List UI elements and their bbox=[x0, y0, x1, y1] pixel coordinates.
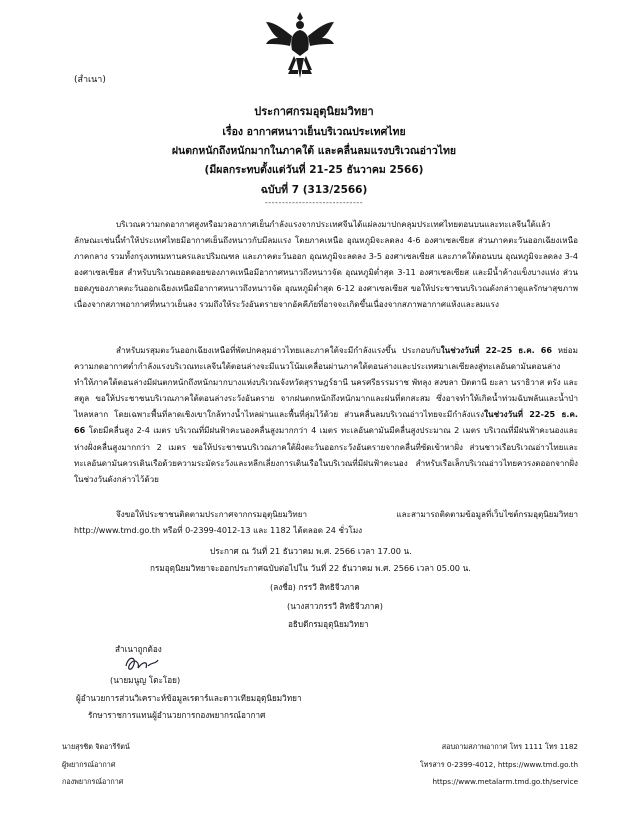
certifier-name: (นายมนูญ โตะโอย) bbox=[110, 675, 181, 685]
handwritten-signature bbox=[122, 652, 162, 674]
announcement-title: ประกาศกรมอุตุนิยมวิทยา bbox=[254, 105, 374, 118]
copy-tag: (สำเนา) bbox=[74, 75, 106, 85]
signatory-position: อธิบดีกรมอุตุนิยมวิทยา bbox=[288, 619, 369, 629]
contact-fax-website: โทรสาร 0-2399-4012, https://www.tmd.go.th bbox=[419, 760, 578, 769]
p2-text-e: โดยมีคลื่นสูง 2-4 เมตร บริเวณที่มีฝนฟ้าคะนองคลื่นสูงมากกว่า 4 เมตร ทะเลอันดามันมีคลื่นสูงประมาณ 2 เมตร บริเวณที่มีฝนฟ้าคะนองและห่างฝั่งคลื่นสูงมากกว่า 2 เมตร ขอให้ประชาชนบริเวณภาคใต้ฝั่งตะวันออกระวังอันตรายจากคลื่นที่ซัดเข้าหาฝั่ง ส่วนชาวเรือบริเวณอ่าวไทยและทะเลอันดามันควรเดินเรือด้วยความระมัดระวังและหลีกเลี่ยงการเดินเรือในบริเวณที่มีฝนฟ้าคะนอง สำหรับเรือเล็กบริเวณอ่าวไทยควรงดออกจากฝั่งในช่วงวันดังกล่าวไว้ด้วย bbox=[74, 425, 578, 484]
effective-period: (มีผลกระทบตั้งแต่วันที่ 21-25 ธันวาคม 2566) bbox=[204, 164, 424, 176]
garuda-emblem bbox=[264, 8, 336, 86]
certified-copy-label: สำเนาถูกต้อง bbox=[115, 644, 162, 654]
separator-line: ----------------------------- bbox=[264, 198, 364, 207]
p2-text-c: หย่อมความกดอากาศต่ำกำลังแรงบริเวณทะเลจีนใต้ตอนล่างจะมีแนวโน้มเคลื่อนผ่านภาคใต้ตอนล่างและประเทศมาเลเซียลงสู่ทะเลอันดามันตอนล่าง ทำให้ภาคใต้ตอนล่างมีฝนตกหนักถึงหนักมากบางแห่งบริเวณจังหวัดสุราษฎร์ธานี นครศรีธรรมราช พัทลุง สงขลา ปัตตานี ยะลา นราธิวาส ตรัง และสตูล ขอให้ประชาชนบริเวณภาคใต้ตอนล่างระวังอันตราย จากฝนตกหนักถึงหนักมากและฝนที่ตกสะสม ซึ่งอาจทำให้เกิดน้ำท่วมฉับพลันและน้ำป่าไหลหลาก โดยเฉพาะพื้นที่ลาดเชิงเขาใกล้ทางน้ำไหลผ่านและพื้นที่ลุ่มไว้ด้วย ส่วนคลื่นลมบริเวณอ่าวไทยจะมีกำลังแรง bbox=[74, 345, 578, 420]
subject-line-1: เรื่อง อากาศหนาวเย็นบริเวณประเทศไทย bbox=[222, 126, 406, 138]
certifier-position-2: รักษาราชการแทนผู้อำนวยการกองพยากรณ์อากาศ bbox=[88, 710, 266, 720]
paragraph-cold-air: บริเวณความกดอากาศสูงหรือมวลอากาศเย็นกำลังแรงจากประเทศจีนได้แผ่ลงมาปกคลุมประเทศไทยตอนบนและทะเลจีนใต้แล้ว ลักษณะเช่นนี้ทำให้ประเทศไทยมีอากาศเย็นถึงหนาวกับมีลมแรง โดยภาคเหนือ อุณหภูมิจะลดลง 4-6 องศาเซลเซียส ส่วนภาคตะวันออกเฉียงเหนือ ภาคกลาง รวมทั้งกรุงเทพมหานครและปริมณฑล และภาคตะวันออก อุณหภูมิจะลดลง 3-5 องศาเซลเซียส และภาคใต้ตอนบน อุณหภูมิจะลดลง 3-4 องศาเซลเซียส สำหรับบริเวณยอดดอยของภาคเหนือมีอากาศหนาวถึงหนาวจัด อุณหภูมิต่ำสุด 3-11 องศาเซลเซียส และมีน้ำค้างแข็งบางแห่ง ส่วนยอดภูของภาคตะวันออกเฉียงเหนือมีอากาศหนาวถึงหนาวจัด อุณหภูมิต่ำสุด 6-12 องศาเซลเซียส ขอให้ประชาชนบริเวณดังกล่าวดูแลรักษาสุขภาพเนื่องจากสภาพอากาศที่หนาวเย็นลง รวมถึงให้ระวังอันตรายจากอัคคีภัยที่อาจจะเกิดขึ้นเนื่องจากสภาพอากาศแห้งและลมแรง bbox=[74, 219, 578, 310]
paragraph-follow-up: จึงขอให้ประชาชนติดตามประกาศจากกรมอุตุนิยมวิทยา และสามารถติดตามข้อมูลที่เว็บไซต์กรมอุตุนิยมวิทยา http://www.tmd.go.th หรือที่ 0-2399-4012-13 และ 1182 ได้ตลอด 24 ชั่วโมง bbox=[74, 509, 578, 536]
contact-phone: สอบถามสภาพอากาศ โทร 1111 โทร 1182 bbox=[441, 742, 578, 751]
p2-date-range-1: ในช่วงวันที่ 22–25 ธ.ค. 66 bbox=[440, 345, 552, 355]
forecaster-title: ผู้พยากรณ์อากาศ bbox=[62, 760, 116, 769]
issue-number: ฉบับที่ 7 (313/2566) bbox=[260, 184, 368, 196]
forecaster-name: นายสุรชิต จิตอารีรัตน์ bbox=[62, 742, 130, 751]
forecaster-division: กองพยากรณ์อากาศ bbox=[62, 777, 124, 786]
next-issue-date: กรมอุตุนิยมวิทยาจะออกประกาศฉบับต่อไปใน วันที่ 22 ธันวาคม พ.ศ. 2566 เวลา 05.00 น. bbox=[150, 563, 471, 573]
issued-date: ประกาศ ณ วันที่ 21 ธันวาคม พ.ศ. 2566 เวลา 17.00 น. bbox=[210, 546, 412, 556]
p2-date-range-2: ในช่วงวันที่ 22-25 ธ.ค. 66 bbox=[74, 409, 578, 436]
subject-line-2: ฝนตกหนักถึงหนักมากในภาคใต้ และคลื่นลมแรงบริเวณอ่าวไทย bbox=[171, 145, 457, 157]
certifier-position-1: ผู้อำนวยการส่วนวิเคราะห์ข้อมูลเรดาร์และดาวเทียมอุตุนิยมวิทยา bbox=[76, 693, 302, 703]
signed-by: (ลงชื่อ) กรรวี สิทธิจีวภาค bbox=[270, 582, 360, 592]
contact-service-url: https://www.metalarm.tmd.go.th/service bbox=[432, 777, 578, 786]
paragraph-monsoon bbox=[74, 342, 578, 487]
p2-text-a: สำหรับมรสุมตะวันออกเฉียงเหนือที่พัดปกคลุมอ่าวไทยและภาคใต้จะมีกำลังแรงขึ้น ประกอบกับ bbox=[116, 345, 441, 355]
signatory-name: (นางสาวกรรวี สิทธิจีวภาค) bbox=[287, 601, 383, 611]
